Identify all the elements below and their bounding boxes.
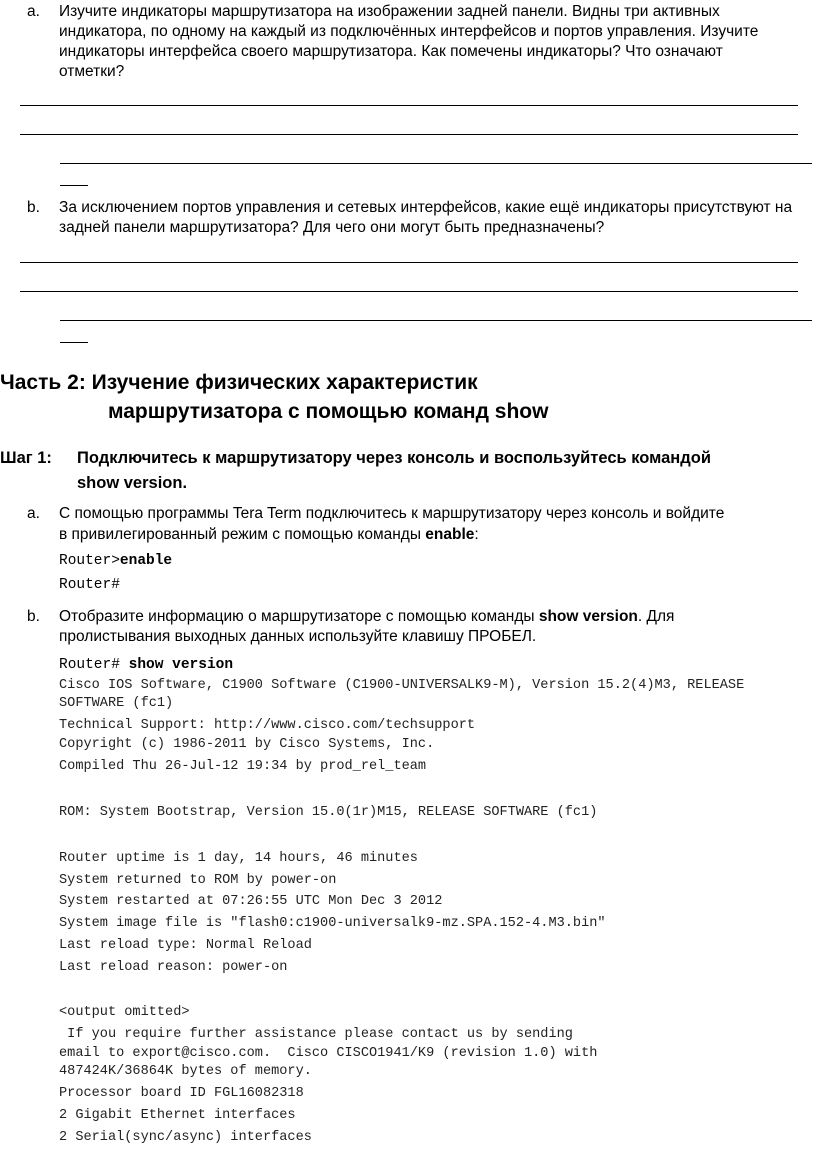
cli-enable-line xyxy=(59,551,172,571)
step1-b-line1-pre: Отобразите информацию о маршрутизаторе с помощью команды xyxy=(59,608,539,625)
task-b-marker: b. xyxy=(27,199,40,216)
output-line: ROM: System Bootstrap, Version 15.0(1r)M15, RELEASE SOFTWARE (fc1) xyxy=(59,805,598,820)
answer-line xyxy=(20,134,798,135)
step1-a-line2-pre: в привилегированный режим с помощью команды xyxy=(59,526,426,543)
answer-line xyxy=(60,320,812,321)
output-line: Compiled Thu 26-Jul-12 19:34 by prod_rel_team xyxy=(59,759,427,774)
cli-show-version-line xyxy=(59,655,233,675)
output-line: Last reload reason: power-on xyxy=(59,960,288,975)
part2-title-line2: маршрутизатора с помощью команд show xyxy=(108,400,549,423)
cli-prompt-line: Router# xyxy=(59,577,120,593)
cli-prompt: Router> xyxy=(59,553,120,569)
enable-keyword: enable xyxy=(425,526,475,543)
step1-a-line2 xyxy=(59,525,479,545)
task-b-text: За исключением портов управления и сетевых интерфейсов, какие ещё индикаторы присутствуют на задней панели маршрутизатора? Для чего они могут быть предназначены? xyxy=(59,199,793,236)
task-a-marker: a. xyxy=(27,3,40,20)
step1-b-marker: b. xyxy=(27,608,40,625)
cli-command: enable xyxy=(119,553,173,569)
answer-line xyxy=(20,105,798,106)
step1-a-marker: a. xyxy=(27,505,40,522)
output-line: Last reload type: Normal Reload xyxy=(59,938,312,953)
answer-line-short xyxy=(60,185,88,186)
step1-b-line1-post: . Для xyxy=(637,608,675,625)
step1-a-line2-post: : xyxy=(474,526,479,543)
output-line: email to export@cisco.com. Cisco CISCO1941/K9 (revision 1.0) with xyxy=(59,1046,598,1061)
output-line: Copyright (c) 1986-2011 by Cisco Systems, Inc. xyxy=(59,737,435,752)
output-line: 2 Gigabit Ethernet interfaces xyxy=(59,1108,296,1123)
output-line: <output omitted> xyxy=(59,1005,190,1020)
step1-a-line1: С помощью программы Tera Term подключитесь к маршрутизатору через консоль и войдите xyxy=(59,505,725,522)
output-line: System image file is "flash0:c1900-universalk9-mz.SPA.152-4.M3.bin" xyxy=(59,916,606,931)
task-a-text: Изучите индикаторы маршрутизатора на изображении задней панели. Видны три активных индикатора, по одному на каждый из подключённых интерфейсов и портов управления. Изучите индикаторы интерфейса своего маршрутизатора. Как помечены индикаторы? Что означают отметки? xyxy=(59,3,759,80)
step1-title-line1: Подключитесь к маршрутизатору через консоль и воспользуйтесь командой xyxy=(77,449,711,467)
cli-command: show version xyxy=(128,657,234,673)
step1-label: Шаг 1: xyxy=(0,449,52,467)
output-line: System returned to ROM by power-on xyxy=(59,873,337,888)
output-line: 2 Serial(sync/async) interfaces xyxy=(59,1130,312,1145)
step1-b-line2: пролистывания выходных данных используйте клавишу ПРОБЕЛ. xyxy=(59,628,537,645)
output-line: Router uptime is 1 day, 14 hours, 46 minutes xyxy=(59,851,418,866)
output-line: Technical Support: http://www.cisco.com/techsupport xyxy=(59,718,476,733)
show-version-keyword: show version xyxy=(538,608,638,625)
output-line: SOFTWARE (fc1) xyxy=(59,696,174,711)
step1-title-line2: show version. xyxy=(77,474,188,492)
cli-prompt: Router# xyxy=(59,657,129,673)
output-line: Processor board ID FGL16082318 xyxy=(59,1086,304,1101)
answer-line xyxy=(20,291,798,292)
output-line: System restarted at 07:26:55 UTC Mon Dec 3 2012 xyxy=(59,894,443,909)
output-line: Cisco IOS Software, C1900 Software (C1900-UNIVERSALK9-M), Version 15.2(4)M3, RELEASE xyxy=(59,678,745,693)
output-line: If you require further assistance please contact us by sending xyxy=(59,1027,573,1042)
answer-line xyxy=(20,262,798,263)
output-line: 487424K/36864K bytes of memory. xyxy=(59,1064,312,1079)
answer-line-short xyxy=(60,342,88,343)
answer-line xyxy=(60,163,812,164)
step1-b-line1 xyxy=(59,607,674,627)
part2-title-line1: Часть 2: Изучение физических характеристик xyxy=(0,371,478,394)
